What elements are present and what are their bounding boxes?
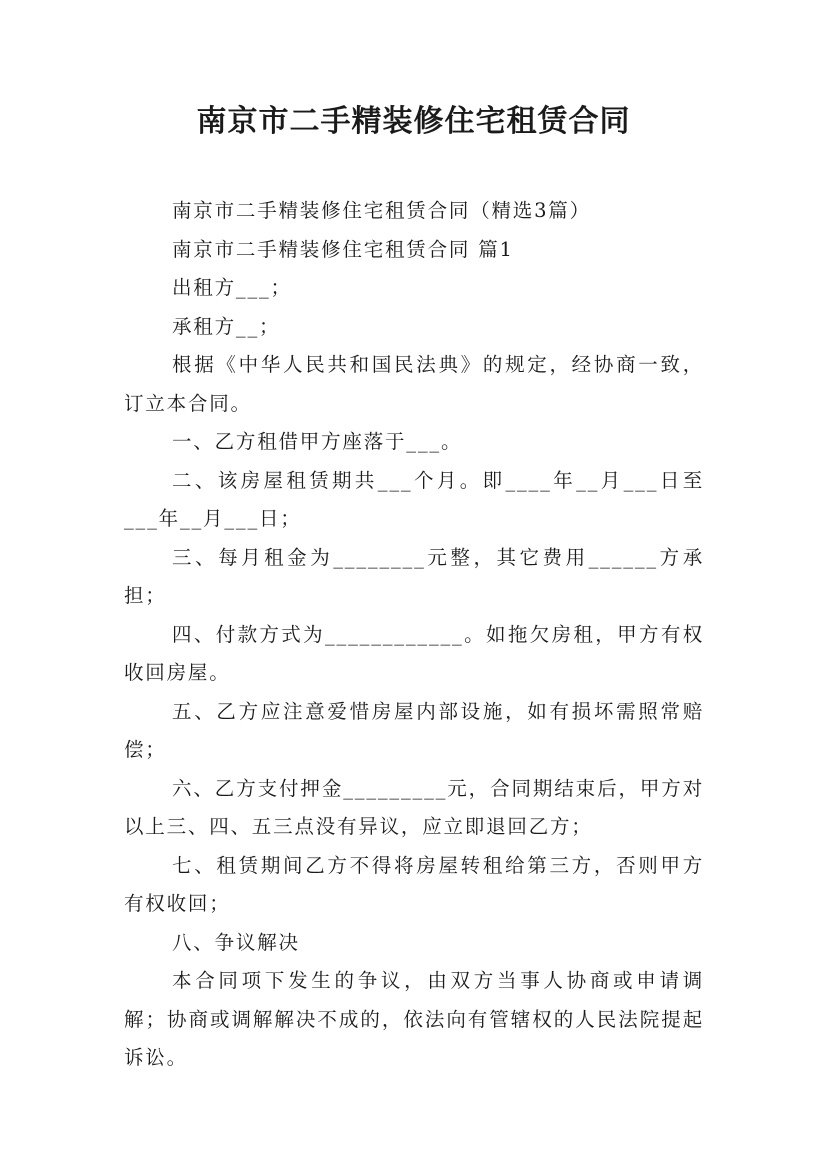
paragraph-lessee: 承租方__； [172, 314, 281, 338]
clause-6: 六、乙方支付押金_________元，合同期结束后，甲方对以上三、四、五三点没有异议，应立即退回乙方； [124, 776, 704, 838]
clause-2: 二、该房屋租赁期共___个月。即____年__月___日至___年__月___日； [124, 468, 704, 530]
clause-4: 四、付款方式为____________。如拖欠房租，甲方有权收回房屋。 [124, 622, 704, 684]
paragraph-lessor: 出租方___； [172, 276, 292, 299]
clause-3: 三、每月租金为________元整，其它费用______方承担； [124, 545, 704, 607]
document-title: 南京市二手精装修住宅租赁合同 [196, 104, 631, 139]
clause-5: 五、乙方应注意爱惜房屋内部设施，如有损坏需照常赔偿； [124, 699, 704, 761]
clause-8-heading: 八、争议解决 [172, 930, 300, 954]
clause-7: 七、租赁期间乙方不得将房屋转租给第三方，否则甲方有权收回； [124, 853, 704, 915]
paragraph-subtitle: 南京市二手精装修住宅租赁合同（精选3篇） [172, 199, 591, 222]
clause-8-body: 本合同项下发生的争议，由双方当事人协商或申请调解；协商或调解解决不成的，依法向有管辖权的人民法院提起诉讼。 [124, 969, 704, 1069]
paragraph-section-heading: 南京市二手精装修住宅租赁合同 篇1 [172, 237, 514, 261]
document-body [124, 192, 704, 1078]
paragraph-preamble: 根据《中华人民共和国民法典》的规定，经协商一致，订立本合同。 [124, 353, 704, 415]
clause-1: 一、乙方租借甲方座落于___。 [172, 430, 463, 453]
